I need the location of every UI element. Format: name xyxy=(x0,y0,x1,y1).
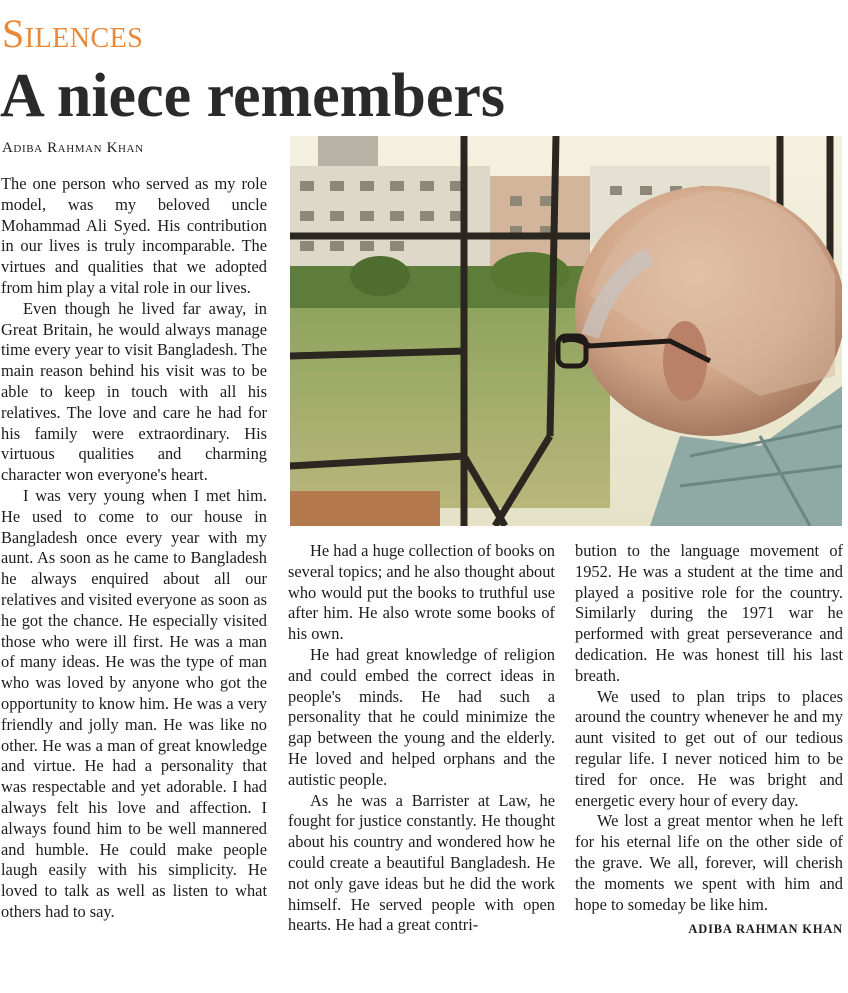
photo-elderly-man-at-window xyxy=(290,136,842,526)
paragraph: We used to plan trips to places around the country whenever he and my aunt visited to get out of our tedious regular life. I never noticed him to be tired for once. He was bright and energetic every hour of every day. xyxy=(575,686,843,810)
paragraph: He had a huge collection of books on several topics; and he also thought about who would put the books to truthful use after him. He also wrote some books of his own. xyxy=(288,541,555,644)
author-signature: ADIBA RAHMAN KHAN xyxy=(688,922,843,937)
paragraph: We lost a great mentor when he left for his eternal life on the other side of the grave. We all, forever, will cherish the moments we spent with him and hope to someday be like him. xyxy=(575,811,843,914)
paragraph: He had great knowledge of religion and could embed the correct ideas in people's minds. He had such a personality that he could minimize the gap between the young and the elderly. He loved and helped orphans and the autistic people. xyxy=(288,644,555,789)
article-column-2 xyxy=(288,541,555,993)
paragraph: The one person who served as my role model, was my beloved uncle Mohammad Ali Syed. His contribution in our lives is truly incomparable. The virtues and qualities that we adopted from him play a vital role in our lives. xyxy=(1,174,267,297)
paragraph: I was very young when I met him. He used to come to our house in Bangladesh once every year with my aunt. As soon as he came to Bangladesh he always enquired about all our relatives and visited everyone as soon as he got the chance. He especially visited those who were ill first. He was a man of many ideas. He was the type of man who was loved by anyone who got the opportunity to know him. He was a very friendly and jolly man. He was like no other. He was a man of great knowledge and virtue. He had a personality that was respectable and yet adorable. I had always felt his love and affection. I always found him to be well mannered and humble. He could make people laugh easily with his simplicity. He loved to talk as well as listen to what others had to say. xyxy=(1,485,267,921)
paragraph: As he was a Barrister at Law, he fought for justice constantly. He thought about his country and wondered how he could create a beautiful Bangladesh. He not only gave ideas but he did the work himself. He served people with open hearts. He had a great contri- xyxy=(288,790,555,935)
byline: Adiba Rahman Khan xyxy=(2,140,144,156)
paragraph: bution to the language movement of 1952. He was a student at the time and played a positive role for the country. Similarly during the 1971 war he performed with great perseverance and dedication. He was honest till his last breath. xyxy=(575,541,843,685)
headline: A niece remembers xyxy=(0,62,505,130)
article-column-3 xyxy=(575,541,843,993)
paragraph: Even though he lived far away, in Great Britain, he would always manage time every year to visit Bangladesh. The main reason behind his visit was to be able to keep in touch with all his relatives. The love and care he had for his family were extraordinary. His virtuous qualities and charming character won everyone's heart. xyxy=(1,298,267,485)
section-kicker: Silences xyxy=(2,11,144,56)
article-photo xyxy=(290,136,842,526)
article-column-1 xyxy=(1,174,267,993)
